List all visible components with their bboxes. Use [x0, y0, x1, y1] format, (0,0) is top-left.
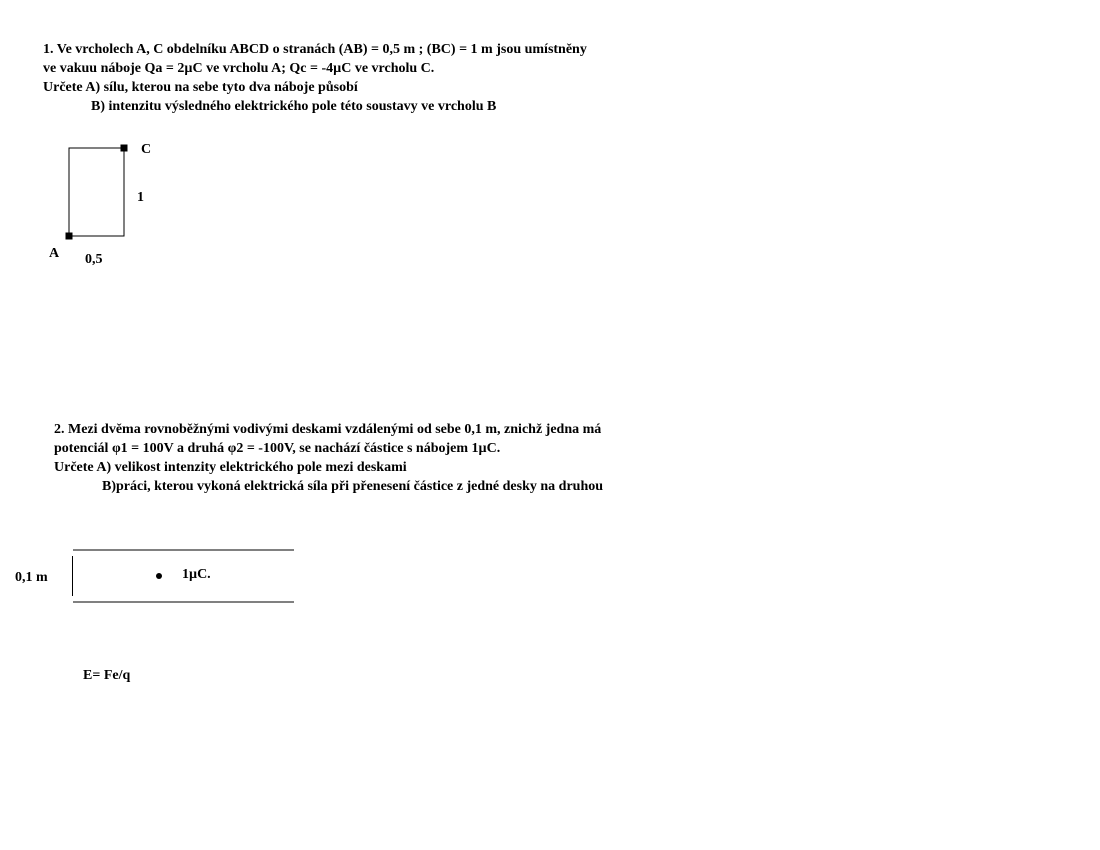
side-label-ab: 0,5: [85, 252, 103, 267]
problem2-line3: Určete A) velikost intenzity elektrického pole mezi deskami: [54, 460, 407, 475]
plate-distance-label: 0,1 m: [15, 570, 48, 585]
side-label-bc: 1: [137, 190, 144, 205]
vertex-label-a: A: [49, 246, 60, 261]
problem1-line4: B) intenzitu výsledného elektrického pole této soustavy ve vrcholu B: [91, 99, 497, 114]
particle-charge-label: 1µC.: [182, 567, 211, 582]
problem1-line1: 1. Ve vrcholech A, C obdelníku ABCD o stranách (AB) = 0,5 m ; (BC) = 1 m jsou umístněny: [43, 42, 587, 57]
vertex-label-c: C: [141, 142, 152, 157]
problem2-line2: potenciál φ1 = 100V a druhá φ2 = -100V, se nachází částice s nábojem 1µC.: [54, 441, 501, 456]
problem1-line3: Určete A) sílu, kterou na sebe tyto dva náboje působí: [43, 80, 358, 95]
problem2-line1: 2. Mezi dvěma rovnoběžnými vodivými deskami vzdálenými od sebe 0,1 m, znichž jedna má: [54, 422, 602, 437]
particle-dot: [156, 573, 162, 579]
formula-text: E= Fe/q: [83, 668, 131, 683]
problem1-line2: ve vakuu náboje Qa = 2µC ve vrcholu A; Qc = -4µC ve vrcholu C.: [43, 61, 435, 76]
problem2-line4: B)práci, kterou vykoná elektrická síla při přenesení částice z jedné desky na druhou: [102, 479, 604, 494]
